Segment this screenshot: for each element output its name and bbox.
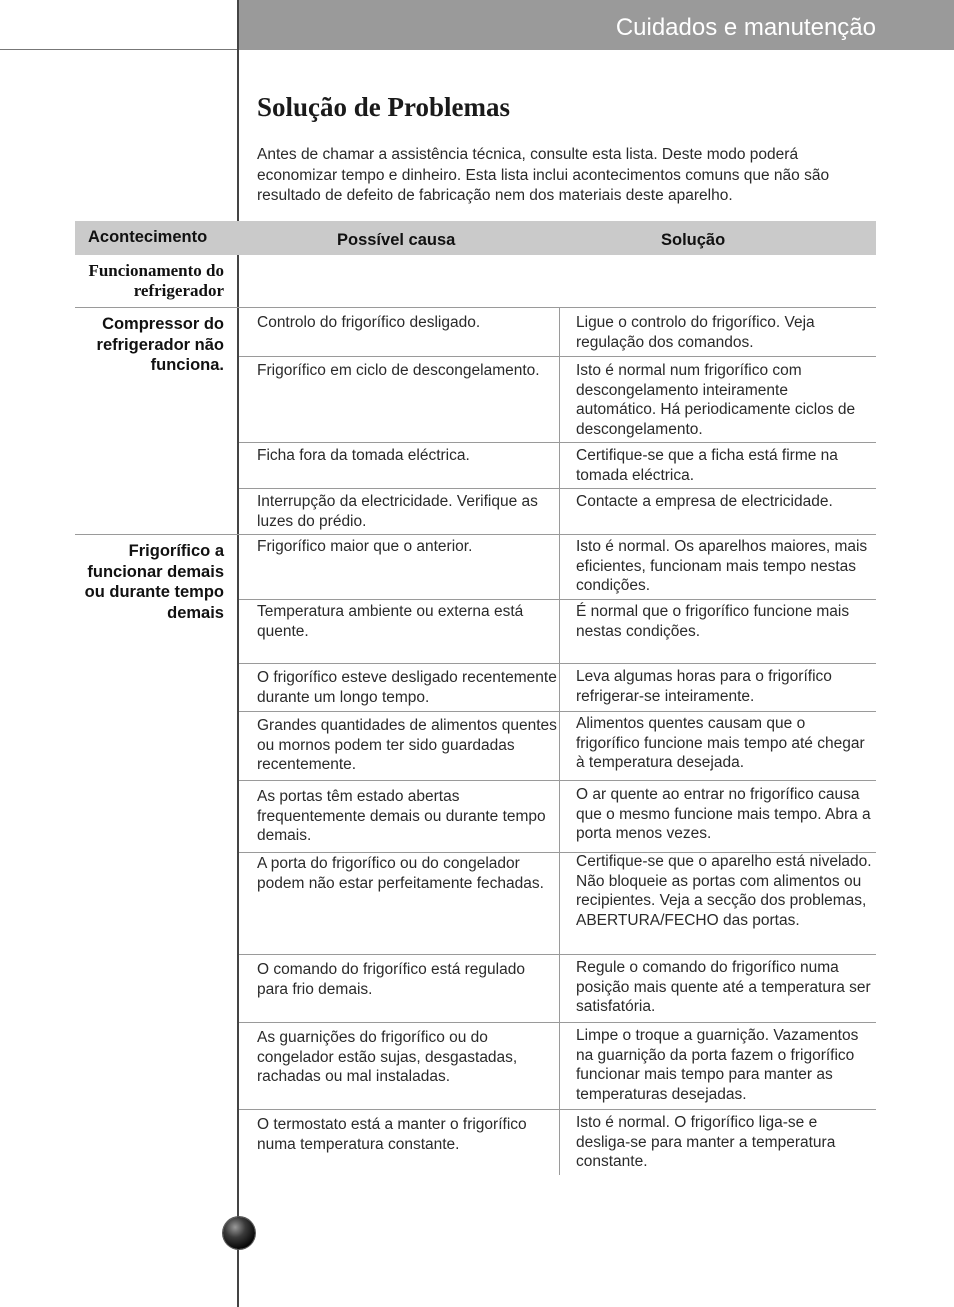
header-rule [0,49,239,50]
table-row-cause: O termostato está a manter o frigorífico numa temperatura constante. [257,1116,527,1153]
row-divider [239,442,876,443]
table-row-solution: Limpe o troque a guarnição. Vazamentos na guarnição da porta fazem o frigorífico funcionar mais tempo para manter as temperaturas desejadas. [576,1027,859,1103]
table-row-solution: Isto é normal. Os aparelhos maiores, mais eficientes, funcionam mais tempo nestas condições. [576,538,868,594]
group-divider [75,534,876,535]
table-row-solution: Certifique-se que o aparelho está nivelado. Não bloqueie as portas com alimentos ou recipientes. Veja a secção dos problemas, ABERTURA/FECHO das portas. [576,853,872,929]
row-divider [239,780,876,781]
table-row-cause: Frigorífico em ciclo de descongelamento. [257,362,540,379]
header-event: Acontecimento [88,228,208,246]
row-divider [239,663,876,664]
table-row-solution: É normal que o frigorífico funcione mais nestas condições. [576,603,850,640]
table-row-cause: Ficha fora da tomada eléctrica. [257,447,470,464]
table-row-cause: Grandes quantidades de alimentos quentes ou mornos podem ter sido guardadas recentemente. [257,717,557,773]
event-running-too-much: Frigorífico a funcionar demais ou durante tempo demais [84,542,224,622]
page-title: Solução de Problemas [257,92,511,122]
table-row-cause: A porta do frigorífico ou do congelador podem não estar perfeitamente fechadas. [257,855,544,892]
group-divider [75,307,876,308]
event-compressor: Compressor do refrigerador não funciona. [96,315,224,374]
table-row-cause: Temperatura ambiente ou externa está quente. [257,603,524,640]
table-row-solution: Leva algumas horas para o frigorífico refrigerar-se inteiramente. [576,668,832,705]
header-cause: Possível causa [337,231,456,249]
table-row-solution: Contacte a empresa de electricidade. [576,493,833,510]
intro-paragraph: Antes de chamar a assistência técnica, consulte esta lista. Deste modo poderá economizar tempo e dinheiro. Esta lista inclui acontecimentos comuns que não são resultado de defeito de fabricação nem dos materiais deste aparelho. [257,146,830,204]
row-divider [239,1022,876,1023]
row-divider [239,488,876,489]
table-row-cause: As guarnições do frigorífico ou do congelador estão sujas, desgastadas, rachadas ou mal instaladas. [257,1029,518,1085]
table-row-cause: Frigorífico maior que o anterior. [257,538,473,555]
section-heading: Funcionamento do refrigerador [88,261,224,300]
table-row-solution: Certifique-se que a ficha está firme na tomada eléctrica. [576,447,838,484]
table-row-cause: O frigorífico esteve desligado recentemente durante um longo tempo. [257,669,557,706]
row-divider [239,954,876,955]
margin-vertical-line [237,0,239,1307]
row-divider [239,711,876,712]
table-row-solution: Ligue o controlo do frigorífico. Veja regulação dos comandos. [576,314,815,351]
table-row-solution: Regule o comando do frigorífico numa posição mais quente até a temperatura ser satisfatória. [576,959,871,1015]
row-divider [239,599,876,600]
header-solution: Solução [661,231,726,249]
column-separator [559,307,560,1175]
table-row-cause: Controlo do frigorífico desligado. [257,314,481,331]
header-bar [239,0,954,50]
table-row-cause: O comando do frigorífico está regulado para frio demais. [257,961,525,998]
page-marker-bullet-icon [223,1217,255,1249]
table-row-cause: Interrupção da electricidade. Verifique as luzes do prédio. [257,493,538,530]
table-row-solution: O ar quente ao entrar no frigorífico causa que o mesmo funcione mais tempo. Abra a porta menos vezes. [576,786,871,842]
table-row-solution: Alimentos quentes causam que o frigorífico funcione mais tempo até chegar à temperatura desejada. [576,715,865,771]
table-row-solution: Isto é normal. O frigorífico liga-se e desliga-se para manter a temperatura constante. [576,1114,836,1170]
row-divider [239,1109,876,1110]
table-row-solution: Isto é normal num frigorífico com descongelamento inteiramente automático. Há periodicamente ciclos de descongelamento. [576,362,856,438]
row-divider [239,356,876,357]
section-title: Cuidados e manutenção [615,14,876,41]
table-row-cause: As portas têm estado abertas frequentemente demais ou durante tempo demais. [257,788,546,844]
